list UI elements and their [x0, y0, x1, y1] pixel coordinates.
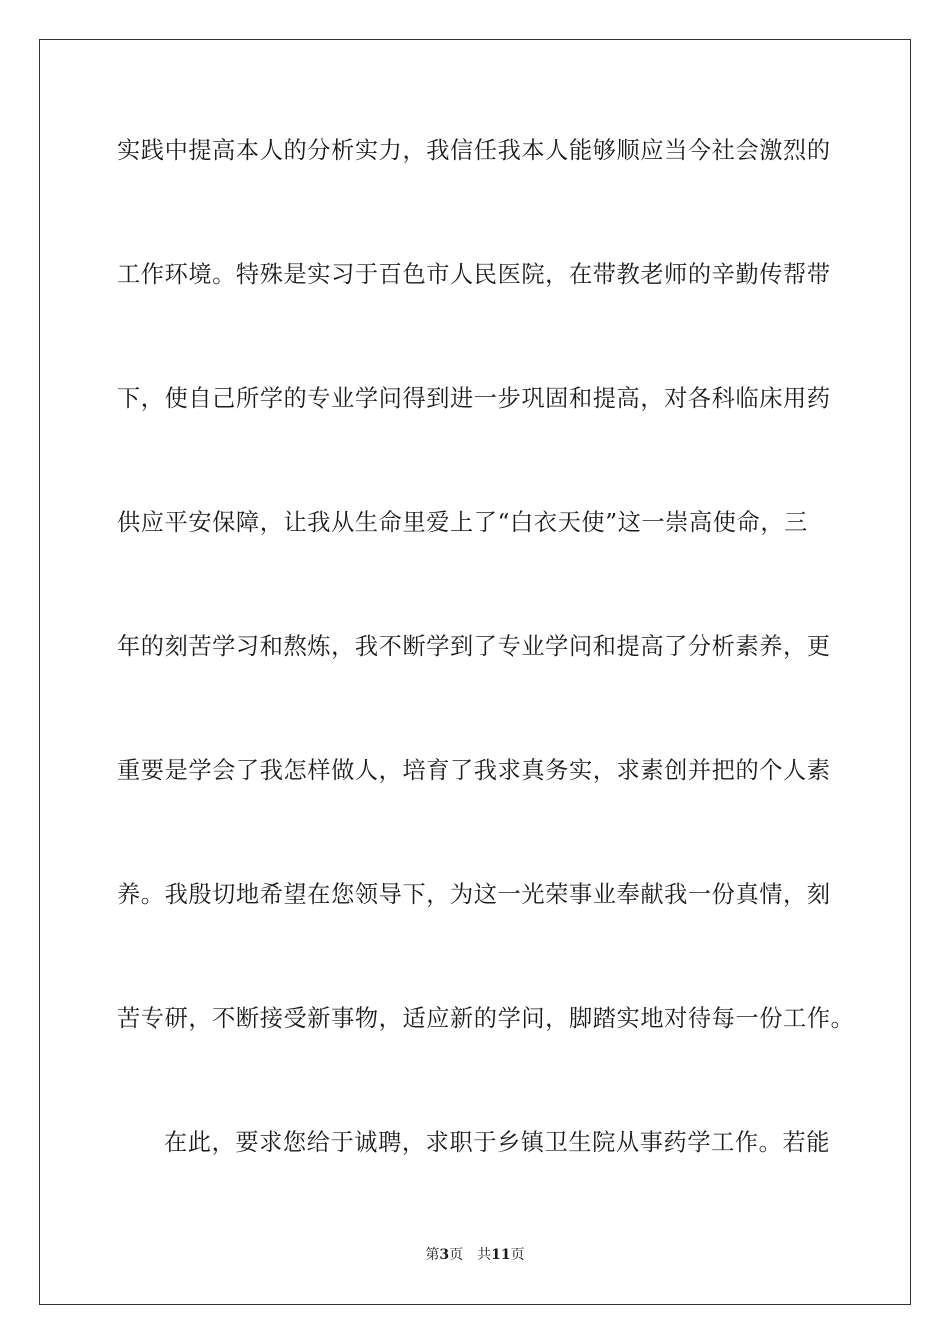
page-number: 3 — [439, 1247, 450, 1263]
text-line-8: 苦专研，不断接受新事物，适应新的学问，脚踏实地对待每一份工作。 — [117, 1005, 855, 1032]
page-suffix: 页 — [449, 1247, 464, 1263]
page-border — [39, 39, 911, 1305]
total-pages: 11 — [491, 1247, 511, 1263]
page-prefix: 第 — [425, 1247, 440, 1263]
text-line-6: 重要是学会了我怎样做人，培育了我求真务实，求素创并把的个人素 — [117, 757, 831, 784]
page-footer — [0, 1246, 950, 1264]
total-prefix: 共 — [477, 1247, 492, 1263]
text-line-3: 下，使自己所学的专业学问得到进一步巩固和提高，对各科临床用药 — [117, 385, 831, 412]
text-line-4: 供应平安保障，让我从生命里爱上了“白衣天使”这一崇高使命，三 — [117, 509, 808, 536]
text-line-1: 实践中提高本人的分析实力，我信任我本人能够顺应当今社会激烈的 — [117, 137, 831, 164]
text-line-7: 养。我殷切地希望在您领导下，为这一光荣事业奉献我一份真情，刻 — [117, 881, 831, 908]
text-line-9-paragraph-start: 在此，要求您给于诚聘，求职于乡镇卫生院从事药学工作。若能 — [164, 1129, 831, 1156]
text-line-5: 年的刻苦学习和熬炼，我不断学到了专业学问和提高了分析素养，更 — [117, 633, 831, 660]
text-line-2: 工作环境。特殊是实习于百色市人民医院，在带教老师的辛勤传帮带 — [117, 261, 831, 288]
total-suffix: 页 — [510, 1247, 525, 1263]
